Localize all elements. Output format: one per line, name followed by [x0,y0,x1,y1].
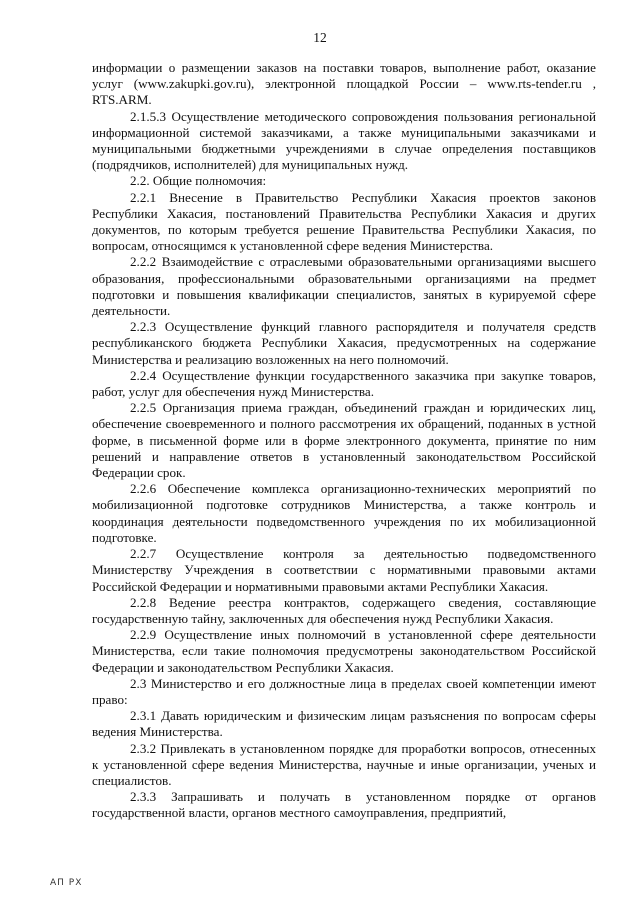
paragraph: 2.2.8 Ведение реестра контрактов, содержащего сведения, составляющие государственную тайну, заключенных для обеспечения нужд Республики Хакасия. [92,594,596,626]
document-body [92,60,596,822]
paragraph: 2.2.6 Обеспечение комплекса организационно-технических мероприятий по мобилизационной подготовке сотрудников Министерства, а также контроль и координация деятельности подведомственного учреждения по их мобилизационной подготовке. [92,481,596,545]
section-heading: 2.2. Общие полномочия: [130,173,267,189]
paragraph: 2.3.3 Запрашивать и получать в установленном порядке от органов государственной власти, органов местного самоуправления, предприятий, [92,789,596,821]
footer-stamp: АП РХ [50,878,83,888]
paragraph: 2.3.1 Давать юридическим и физическим лицам разъяснения по вопросам сферы ведения Министерства. [92,708,596,740]
paragraph: 2.2.9 Осуществление иных полномочий в установленной сфере деятельности Министерства, если такие полномочия предусмотрены законодательством Российской Федерации и законодательством Республики Хакасия. [92,627,596,675]
paragraph: 2.3 Министерство и его должностные лица в пределах своей компетенции имеют право: [92,675,596,707]
paragraph: 2.2.1 Внесение в Правительство Республики Хакасия проектов законов Республики Хакасия, постановлений Правительства Республики Хакасия и других документов, по которым требуется решение Правительства Республики Хакасия, по вопросам, относящимся к установленной сфере ведения Министерства. [92,189,596,254]
paragraph: 2.2.3 Осуществление функций главного распорядителя и получателя средств республиканского бюджета Республики Хакасия, предусмотренных на содержание Министерства и реализацию возложенных на него полномочий. [92,319,596,367]
paragraph: 2.1.5.3 Осуществление методического сопровождения пользования региональной информационной системой заказчиками, а также муниципальными заказчиками и муниципальными бюджетными учреждениями в случае определения поставщиков (подрядчиков, исполнителей) для муниципальных нужд. [92,108,596,173]
paragraph: 2.2.4 Осуществление функции государственного заказчика при закупке товаров, работ, услуг для обеспечения нужд Министерства. [92,367,596,400]
paragraph: информации о размещении заказов на поставки товаров, выполнение работ, оказание услуг (www.zakupki.gov.ru), электронной площадкой России – www.rts-tender.ru , RTS.ARM. [92,60,596,108]
page-number: 12 [313,30,327,45]
paragraph: 2.2.5 Организация приема граждан, объединений граждан и юридических лиц, обеспечение своевременного и полного рассмотрения их обращений, поданных в устной форме, в письменной форме или в форме электронного документа, принятие по ним решений и направление ответов в установленный законодательством Российской Федерации срок. [92,400,596,481]
paragraph: 2.2.2 Взаимодействие с отраслевыми образовательными организациями высшего образования, профессиональными образовательными организациями на предмет подготовки и повышения квалификации специалистов, занятых в курируемой сфере деятельности. [92,254,596,319]
paragraph: 2.3.2 Привлекать в установленном порядке для проработки вопросов, отнесенных к установленной сфере ведения Министерства, научные и иные организации, ученых и специалистов. [92,740,596,788]
paragraph: 2.2.7 Осуществление контроля за деятельностью подведомственного Министерству Учреждения в соответствии с нормативными правовыми актами Российской Федерации и нормативными правовыми актами Республики Хакасия. [92,546,596,594]
